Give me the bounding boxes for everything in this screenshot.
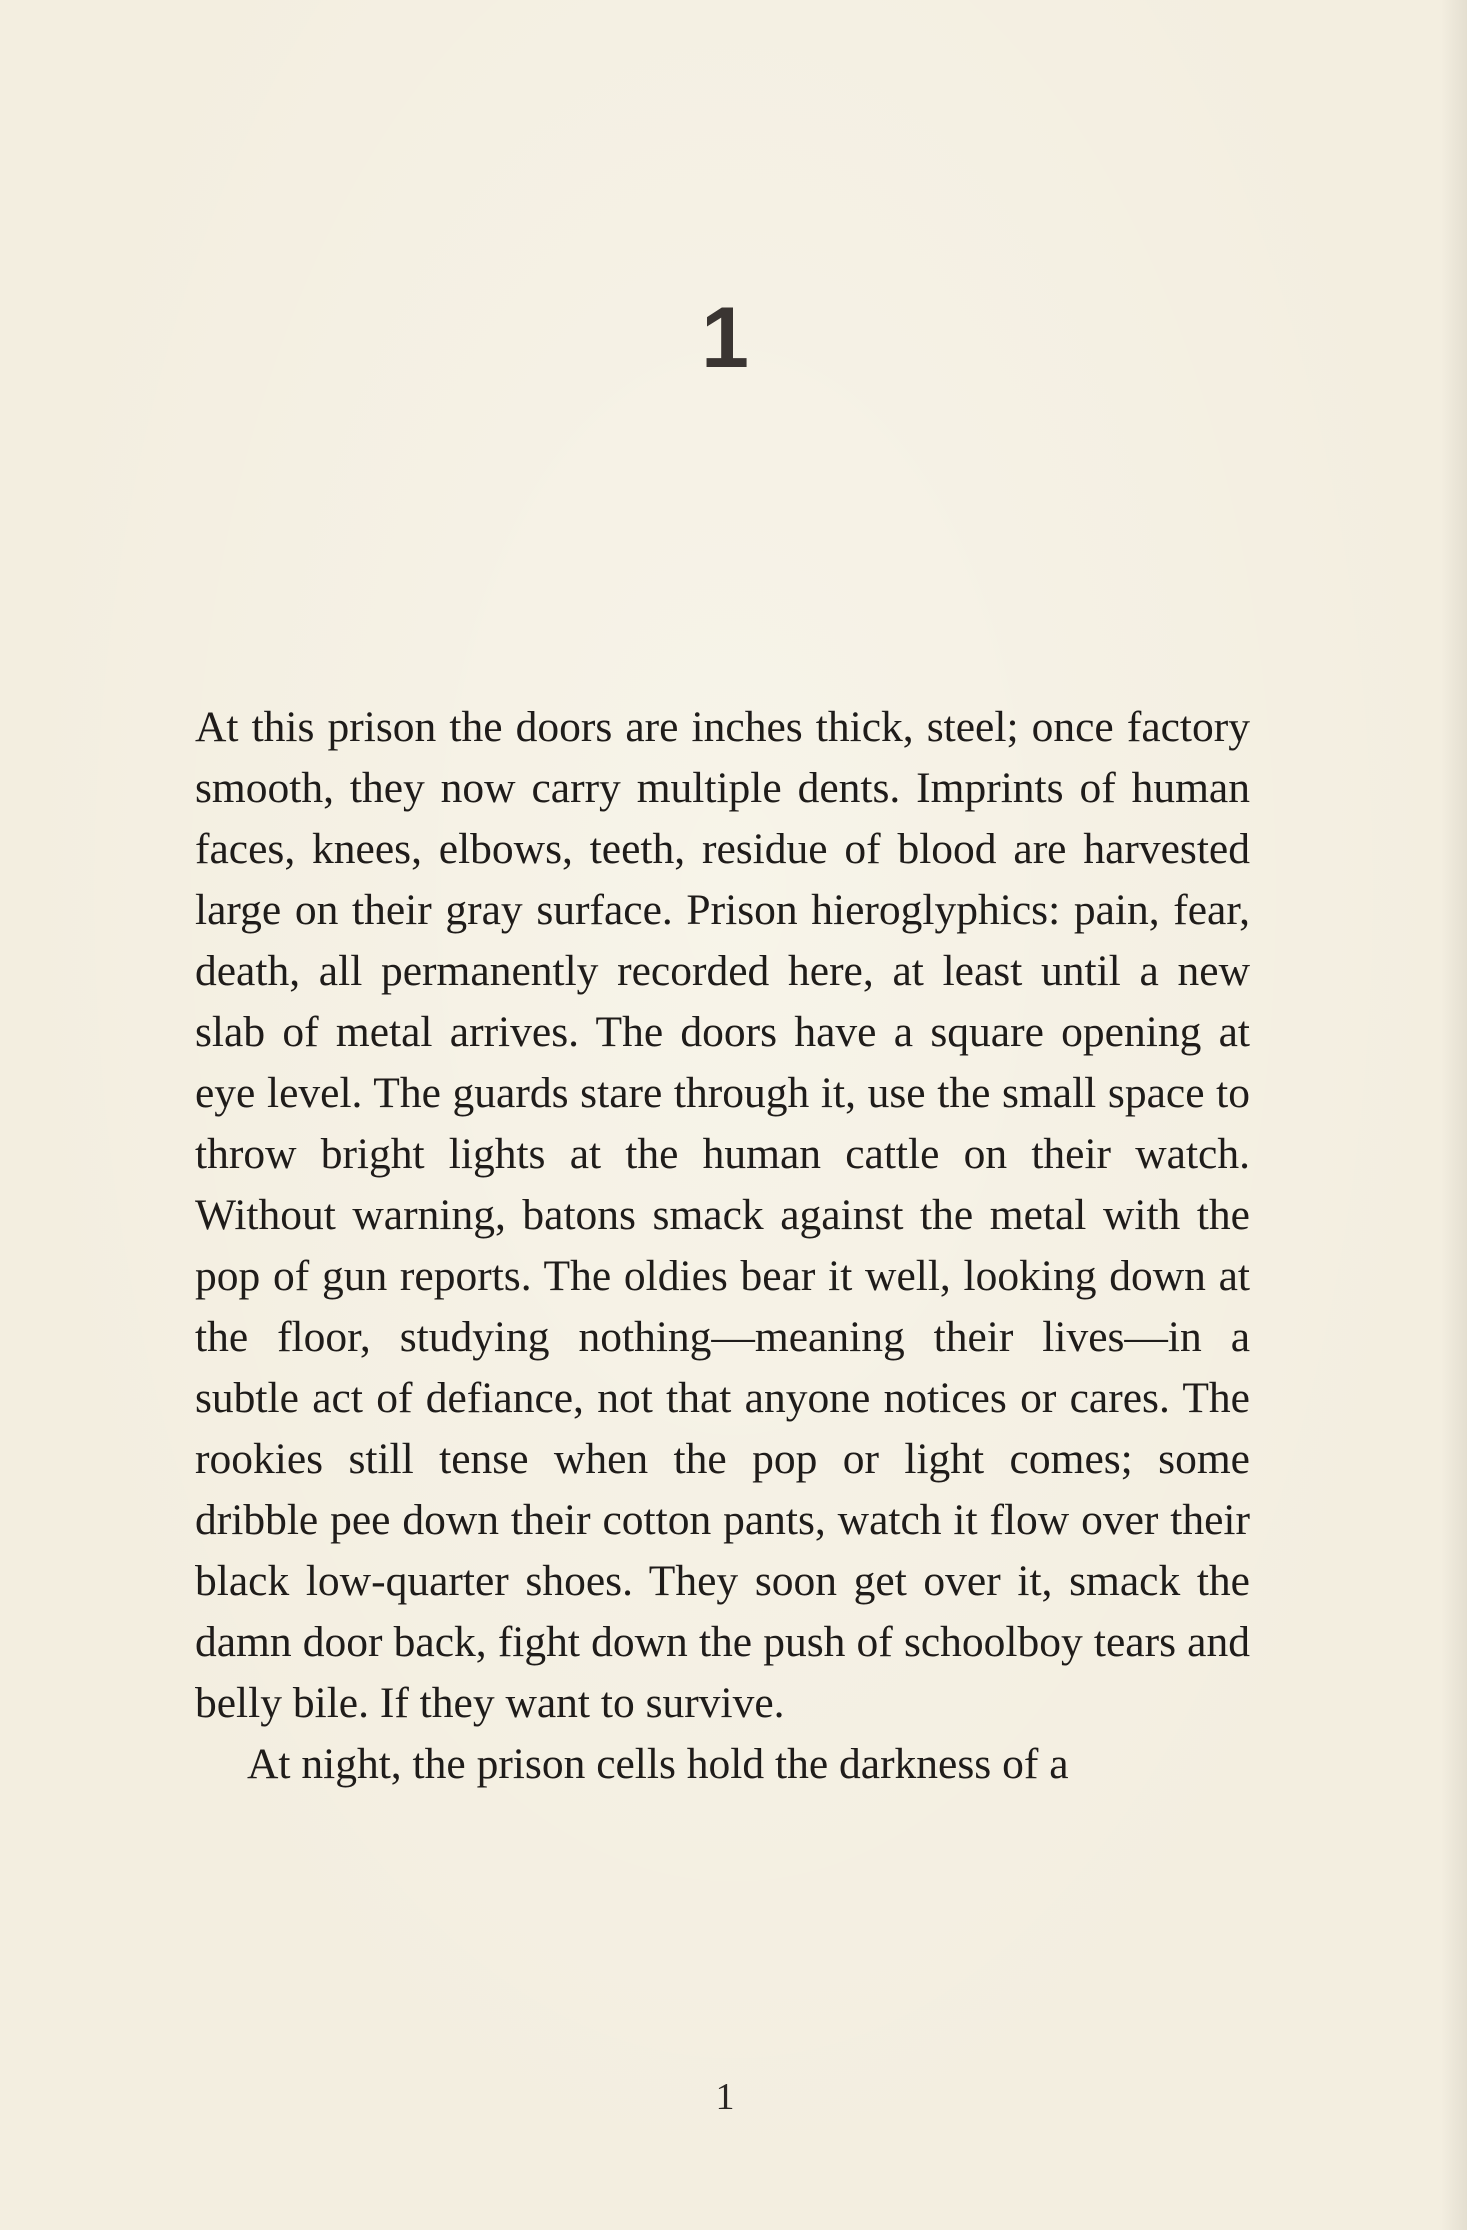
paragraph-2: At night, the prison cells hold the darkness of a xyxy=(247,1740,1069,1788)
page-number: 1 xyxy=(715,2076,735,2118)
paragraph-1: At this prison the doors are inches thick, steel; once factory smooth, they now carry multiple dents. Imprints of human faces, knees, elbows, teeth, residue of blood are harvested large on their gray surface. Prison hieroglyphics: pain, fear, death, all permanently recorded here, at least until a new slab of metal arrives. The doors have a square opening at eye level. The guards stare through it, use the small space to throw bright lights at the human cattle on their watch. Without warning, batons smack against the metal with the pop of gun reports. The oldies bear it well, looking down at the floor, studying nothing—meaning their lives—in a subtle act of defiance, not that anyone notices or cares. The rookies still tense when the pop or light comes; some dribble pee down their cotton pants, watch it flow over their black low-quarter shoes. They soon get over it, smack the damn door back, fight down the push of schoolboy tears and belly bile. If they want to survive. xyxy=(195,703,1250,1727)
chapter-number: 1 xyxy=(701,290,749,386)
chapter-body xyxy=(195,697,1250,1795)
